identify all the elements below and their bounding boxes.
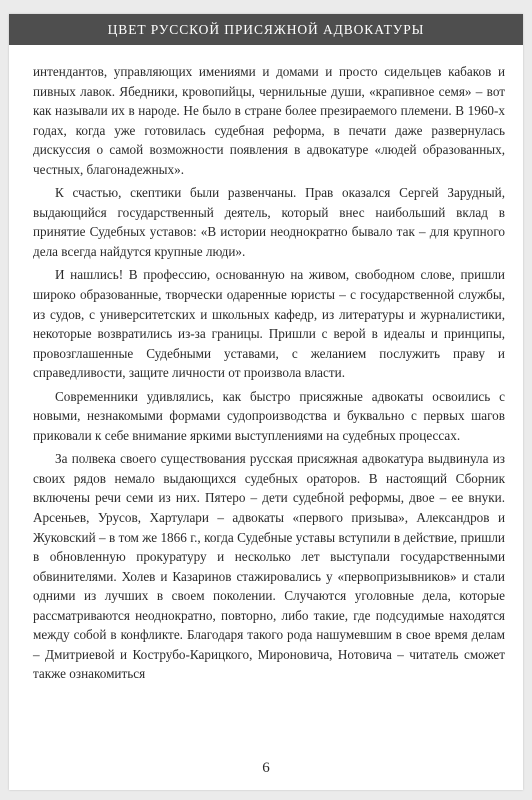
paragraph: К счастью, скептики были развенчаны. Прав оказался Сергей Зарудный, выдающийся государственный деятель, который внес наибольший вклад в принятие Судебных уставов: «В истории неоднократно бывало так – для крупного дела всегда найдутся крупные люди». (33, 185, 505, 259)
book-page (9, 14, 523, 790)
page-number: 6 (262, 760, 270, 776)
paragraph: интендантов, управляющих имениями и домами и просто сидельцев кабаков и пивных лавок. Ябедники, кровопийцы, чернильные души, «крапивное семя» – вот как называли их в народе. Не было в стране более презираемого племени. В 1960-х годах, когда уже готовилась судебная реформа, в печати даже развернулась дискуссия о самой возможности появления в адвокатуре «людей образованных, честных, благонадежных». (33, 64, 505, 177)
running-head: ЦВЕТ РУССКОЙ ПРИСЯЖНОЙ АДВОКАТУРЫ (9, 14, 523, 45)
paragraph: И нашлись! В профессию, основанную на живом, свободном слове, пришли широко образованные, творчески одаренные юристы – с государственной службы, из судов, с университетских и школьных кафедр, из литературы и журналистики, некоторые возвратились из-за границы. Пришли с верой в идеалы и принципы, провозглашенные Судебными уставами, с желанием послужить праву и справедливости, защите личности от произвола власти. (33, 267, 505, 381)
paragraph: За полвека своего существования русская присяжная адвокатура выдвинула из своих рядов немало выдающихся судебных ораторов. В настоящий Сборник включены речи семи из них. Пятеро – дети судебной реформы, двое – ее внуки. Арсеньев, Урусов, Хартулари – адвокаты «первого призыва», Александров и Жуковский – в том же 1866 г., когда Судебные уставы вступили в действие, пришли в обновленную прокуратуру и несколько лет выступали государственными обвинителями. Холев и Казаринов стажировались у «первопризывников» и стали одними из лучших в своем поколении. Случаются уголовные дела, которые рассматриваются неоднократно, повторно, либо такие, где подсудимые находятся между собой в конфликте. Благодаря такого рода нашумевшим в свое время делам – Дмитриевой и Кострубо-Карицкого, Мироновича, Нотовича – читатель сможет также ознакомиться (33, 451, 505, 682)
body-text (33, 62, 505, 688)
paragraph: Современники удивлялись, как быстро присяжные адвокаты освоились с новыми, незнакомыми формами судопроизводства и буквально с первых шагов приковали к себе внимание яркими выступлениями на судебных процессах. (33, 388, 505, 443)
